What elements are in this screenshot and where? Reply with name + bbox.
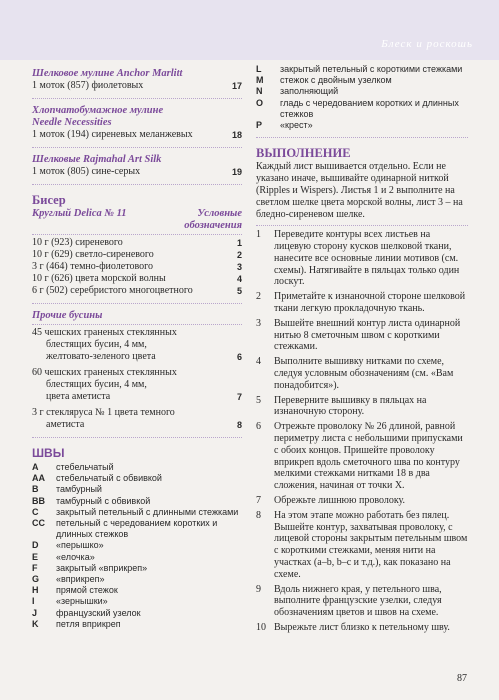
line: блестящих бусин, 4 мм, [46, 339, 147, 350]
stitch-code: G [32, 574, 40, 585]
stitch-description: «вприкреп» [56, 574, 105, 585]
stitch-code: BB [32, 495, 45, 506]
thread-number: 19 [231, 167, 242, 177]
other-bead-item [32, 407, 242, 431]
thread-number: 17 [231, 81, 242, 91]
instruction-step [256, 318, 468, 353]
step-number: 10 [256, 621, 266, 633]
stitch-code: P [256, 120, 263, 131]
bead-text: 10 г (629) светло-сиреневого [32, 249, 154, 260]
stitch-code: K [32, 618, 39, 629]
divider [256, 137, 468, 138]
stitch-description: закрытый петельный с короткими стежками [280, 64, 463, 74]
bead-number: 1 [236, 238, 242, 248]
thread-row [32, 129, 242, 141]
stitch-description: «елочка» [56, 551, 95, 562]
stitch-code: O [256, 97, 264, 108]
line: аметиста [46, 419, 85, 430]
other-bead-text [32, 407, 175, 431]
instruction-step [256, 229, 468, 288]
other-bead-item [32, 367, 242, 403]
line: 3 г стеклярусa № 1 цвета темного [32, 407, 175, 418]
left-column [32, 62, 242, 630]
stitch-list-continued [256, 64, 468, 131]
step-text: Переведите контуры всех листьев на лицевую сторону кусков шелковой ткани, нанесите все основные линии мотивов (см. схемы). Натягивайте в пяльцах только один лоскут. [274, 229, 460, 288]
thread-number: 18 [231, 130, 242, 140]
thread-title: Шелковое мулине Anchor Marlitt [32, 68, 183, 79]
instruction-steps [256, 229, 468, 634]
stitch-code: F [32, 562, 38, 573]
divider [32, 303, 242, 304]
stitch-description: петельный с чередованием коротких и длинных стежков [56, 518, 218, 540]
thread-line: 1 моток (805) сине-серых [32, 166, 141, 177]
bead-item [32, 261, 242, 273]
stitch-description: «зернышки» [56, 596, 108, 607]
instruction-step [256, 395, 468, 419]
step-number: 4 [256, 356, 261, 368]
instruction-step [256, 584, 468, 619]
stitch-code: E [32, 551, 39, 562]
stitch-item [256, 120, 468, 131]
stitch-item [256, 75, 468, 86]
other-bead-number: 6 [236, 352, 242, 362]
instruction-step [256, 495, 468, 507]
stitch-item [32, 496, 242, 507]
step-number: 5 [256, 394, 261, 406]
divider [32, 324, 242, 325]
divider [32, 98, 242, 99]
thread-title: Шелковые Rajmahal Art Silk [32, 154, 162, 165]
thread-2 [32, 105, 242, 141]
step-number: 9 [256, 583, 261, 595]
line: цвета аметиста [46, 391, 111, 402]
stitch-code: J [32, 607, 38, 618]
line: 45 чешских граненых стеклянных [32, 327, 177, 338]
stitch-code: N [256, 86, 263, 97]
stitch-item [32, 596, 242, 607]
instruction-step [256, 356, 468, 391]
stitch-item [256, 98, 468, 120]
stitch-item [32, 619, 242, 630]
step-text: Переверните вышивку в пяльцах на изнаночную сторону. [274, 394, 427, 418]
divider [32, 437, 242, 438]
stitch-item [256, 86, 468, 97]
step-text: Выполните вышивку нитками по схеме, следуя условным обозначениям (см. «Вам понадобится»). [274, 356, 454, 391]
stitch-item [32, 540, 242, 551]
right-column [256, 64, 468, 634]
stitch-item [32, 462, 242, 473]
stitch-item [32, 585, 242, 596]
stitch-description: гладь с чередованием коротких и длинных стежков [280, 97, 459, 119]
stitch-item [32, 484, 242, 495]
bead-text: 10 г (923) сиреневого [32, 237, 123, 248]
step-text: На этом этапе можно работать без пялец. Вышейте контур, захватывая проволоку, с лицевой стороны закрытым петельным швом с короткими стежками, меняя нити на участках (a–b, b–c и т.д.), как показано на схеме. [274, 509, 468, 580]
stitch-list [32, 462, 242, 630]
step-number: 1 [256, 229, 261, 241]
stitch-item [32, 574, 242, 585]
stitch-code: C [32, 506, 39, 517]
line: 60 чешских граненых стеклянных [32, 367, 177, 378]
divider [32, 234, 242, 235]
stitch-item [32, 473, 242, 484]
other-bead-item [32, 327, 242, 363]
stitch-code: H [32, 585, 39, 596]
bead-item [32, 273, 242, 285]
stitch-description: стебельчатый [56, 462, 114, 472]
thread-title: Хлопчатобумажное мулине Needle Necessities [32, 105, 164, 128]
stitch-description: «перышко» [56, 540, 104, 551]
thread-line: 1 моток (194) сиреневых меланжевых [32, 129, 193, 140]
bead-text: 6 г (502) серебристого многоцветного [32, 285, 193, 296]
divider [32, 184, 242, 185]
instruction-step [256, 622, 468, 634]
stitch-description: петля вприкреп [56, 618, 121, 629]
thread-row [32, 80, 242, 92]
bead-number: 2 [236, 250, 242, 260]
stitch-description: стебельчатый с обвивкой [56, 473, 162, 484]
stitch-description: заполняющий [280, 86, 339, 97]
bead-item [32, 285, 242, 297]
page-number: 87 [457, 673, 467, 684]
stitch-item [32, 563, 242, 574]
other-bead-number: 7 [236, 392, 242, 402]
stitch-code: CC [32, 518, 45, 529]
thread-1 [32, 68, 242, 92]
step-text: Отрежьте проволоку № 26 длиной, равной периметру листа с небольшими припусками с обоих концов. Пришейте проволоку вприкреп вдоль сметочного шва по контуру мелкими стежками нитками 18 в два сложения, начиная от точки X. [274, 421, 463, 492]
stitch-code: L [256, 64, 262, 74]
other-bead-number: 8 [236, 420, 242, 430]
stitch-code: B [32, 484, 39, 495]
instructions-heading: ВЫПОЛНЕНИЕ [256, 146, 351, 161]
step-text: Вдоль нижнего края, у петельного шва, выполните французские узелки, следуя обозначениям цветов и швов на схеме. [274, 583, 442, 619]
beads-subheading: Круглый Delica № 11 [32, 208, 127, 219]
other-bead-text [32, 327, 177, 363]
bead-number: 5 [236, 286, 242, 296]
thread-line: 1 моток (857) фиолетовых [32, 80, 144, 91]
divider [256, 225, 468, 226]
bead-number: 4 [236, 274, 242, 284]
instructions-intro: Каждый лист вышивается отдельно. Если не указано иначе, вышивайте одинарной ниткой (Ripples и Wispers). Листья 1 и 2 выполните на светлом шелке цвета морской волны, лист 3 – на бледно-сиреневом шелке. [256, 161, 463, 221]
bead-text: 3 г (464) темно-фиолетового [32, 261, 153, 272]
instruction-step [256, 421, 468, 492]
beads-heading: Бисер [32, 193, 66, 207]
step-text: Вышейте внешний контур листа одинарной нитью 8 сметочным швом с короткими стежками. [274, 317, 461, 353]
bead-item [32, 237, 242, 249]
stitch-item [32, 608, 242, 619]
legend-label: Условные обозначения [184, 208, 242, 231]
stitch-description: «крест» [280, 120, 313, 131]
step-number: 2 [256, 291, 261, 303]
other-bead-text [32, 367, 177, 403]
stitch-code: D [32, 540, 39, 551]
stitch-item [32, 507, 242, 518]
step-text: Вырежьте лист близко к петельному шву. [274, 621, 450, 633]
bead-number: 3 [236, 262, 242, 272]
header-band [0, 0, 499, 60]
header-title: Блеск и роскошь [381, 38, 473, 50]
step-text: Обрежьте лишнюю проволоку. [274, 494, 406, 506]
stitch-description: стежок с двойным узелком [280, 75, 392, 86]
line: желтовато-зеленого цвета [46, 351, 156, 362]
stitch-description: закрытый «вприкреп» [56, 562, 148, 573]
thread-row [32, 166, 242, 178]
instruction-step [256, 510, 468, 581]
bead-text: 10 г (626) цвета морской волны [32, 273, 166, 284]
stitch-description: закрытый петельный с длинными стежками [56, 506, 239, 517]
step-text: Приметайте к изнаночной стороне шелковой ткани легкую прокладочную ткань. [274, 291, 466, 314]
stitch-description: тамбурный [56, 484, 102, 495]
stitch-code: I [32, 596, 35, 607]
thread-3 [32, 154, 242, 178]
line: блестящих бусин, 4 мм, [46, 379, 147, 390]
bead-item [32, 249, 242, 261]
step-number: 7 [256, 494, 261, 506]
other-beads-heading: Прочие бусины [32, 310, 103, 321]
beads-subheading-row [32, 208, 242, 232]
stitch-description: французский узелок [56, 607, 141, 618]
divider [32, 147, 242, 148]
stitch-code: AA [32, 473, 45, 484]
step-number: 3 [256, 317, 261, 329]
step-number: 8 [256, 509, 261, 521]
stitches-heading: ШВЫ [32, 446, 65, 460]
stitch-description: прямой стежок [56, 585, 118, 596]
stitch-code: A [32, 462, 39, 472]
stitch-code: M [256, 75, 264, 86]
instruction-step [256, 291, 468, 315]
stitch-item [256, 64, 468, 75]
step-number: 6 [256, 421, 261, 433]
stitch-item [32, 518, 242, 540]
stitch-description: тамбурный с обвивкой [56, 495, 151, 506]
stitch-item [32, 552, 242, 563]
